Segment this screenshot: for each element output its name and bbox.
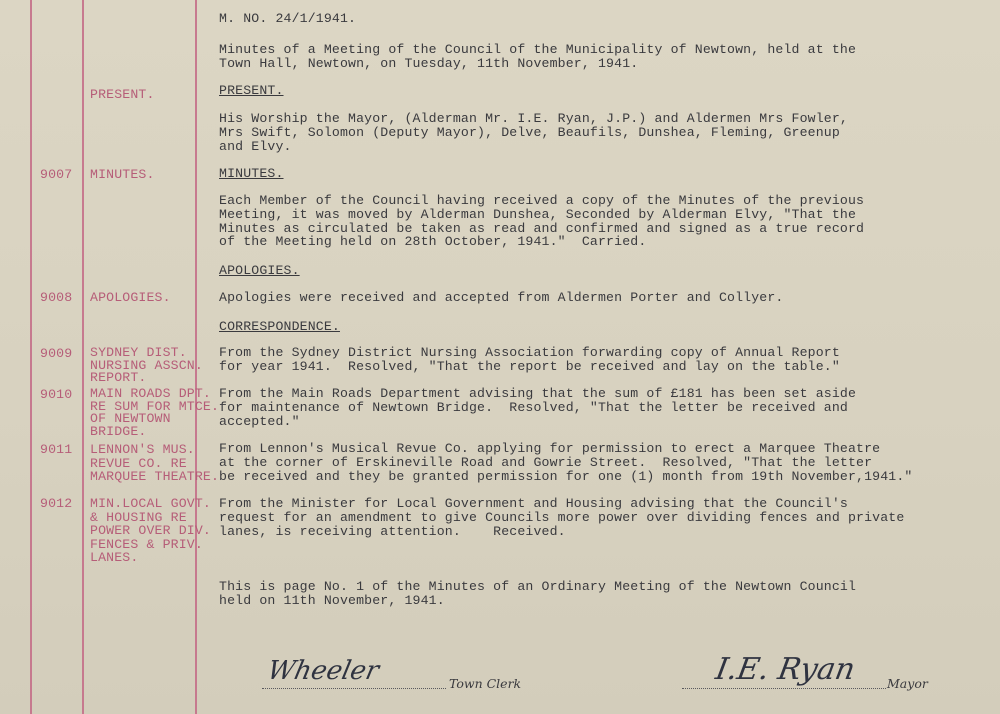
correspondence-9012-text: From the Minister for Local Government and Housing advising that the Council's request for an amendment to give Councils more power over dividing fences and private lanes, is receiving attention. Received. bbox=[219, 496, 905, 539]
margin-label-local-govt: MIN.LOCAL GOVT. & HOUSING RE POWER OVER DIV. FENCES & PRIV. LANES. bbox=[90, 496, 211, 565]
clerk-signature: Wheeler bbox=[264, 656, 382, 686]
clerk-signature-line bbox=[262, 688, 446, 689]
heading-correspondence: CORRESPONDENCE. bbox=[219, 319, 340, 334]
heading-apologies: APOLOGIES. bbox=[219, 263, 300, 278]
minute-number-9008: 9008 bbox=[40, 290, 73, 305]
minute-number-9010: 9010 bbox=[40, 387, 73, 402]
correspondence-9010-text: From the Main Roads Department advising that the sum of £181 has been set aside for maintenance of Newtown Bridge. Resolved, "That the letter be received and accepted." bbox=[219, 386, 857, 429]
mayor-signature-line bbox=[682, 688, 886, 689]
mayor-title: Mayor bbox=[887, 676, 928, 691]
present-text: His Worship the Mayor, (Alderman Mr. I.E. Ryan, J.P.) and Aldermen Mrs Fowler, Mrs Swift, Solomon (Deputy Mayor), Delve, Beaufils, Dunshea, Fleming, Greenup and Elvy. bbox=[219, 111, 848, 154]
heading-present: PRESENT. bbox=[219, 83, 284, 98]
heading-minutes: MINUTES. bbox=[219, 166, 284, 181]
minute-number-9009: 9009 bbox=[40, 346, 73, 361]
meeting-intro: Minutes of a Meeting of the Council of the Municipality of Newtown, held at the Town Hall, Newtown, on Tuesday, 11th November, 1941. bbox=[219, 42, 857, 71]
minute-number-9007: 9007 bbox=[40, 167, 73, 182]
minutes-text: Each Member of the Council having received a copy of the Minutes of the previous Meeting, it was moved by Alderman Dunshea, Seconded by Alderman Elvy, "That the Minutes as circulated be taken as read and confirmed and signed as a true record of the Meeting held on 28th October, 1941." Carried. bbox=[219, 193, 865, 250]
margin-label-nursing-report: SYDNEY DIST. NURSING ASSCN. REPORT. bbox=[90, 345, 203, 385]
minute-number-9012: 9012 bbox=[40, 496, 73, 511]
clerk-title: Town Clerk bbox=[449, 676, 522, 691]
mayor-signature: I.E. Ryan bbox=[712, 652, 858, 687]
margin-label-present: PRESENT. bbox=[90, 87, 155, 102]
page-certification-note: This is page No. 1 of the Minutes of an Ordinary Meeting of the Newtown Council held on 11th November, 1941. bbox=[219, 579, 857, 608]
apologies-text: Apologies were received and accepted from Aldermen Porter and Collyer. bbox=[219, 290, 784, 305]
margin-rule-left bbox=[30, 0, 32, 714]
correspondence-9011-text: From Lennon's Musical Revue Co. applying for permission to erect a Marquee Theatre at the corner of Erskineville Road and Gowrie Street. Resolved, "That the letter be received and they be granted permission for one (1) month from 19th November,1941." bbox=[219, 441, 913, 484]
margin-label-lennons-revue: LENNON'S MUS. REVUE CO. RE MARQUEE THEATRE. bbox=[90, 442, 220, 484]
correspondence-9009-text: From the Sydney District Nursing Association forwarding copy of Annual Report for year 1941. Resolved, "That the report be received and lay on the table." bbox=[219, 345, 840, 374]
margin-label-main-roads: MAIN ROADS DPT. RE SUM FOR MTCE. OF NEWTOWN BRIDGE. bbox=[90, 386, 220, 439]
margin-label-apologies: APOLOGIES. bbox=[90, 290, 171, 305]
margin-rule-middle bbox=[82, 0, 84, 714]
margin-label-minutes: MINUTES. bbox=[90, 167, 155, 182]
minute-book-reference: M. NO. 24/1/1941. bbox=[219, 11, 357, 26]
minute-number-9011: 9011 bbox=[40, 442, 73, 457]
